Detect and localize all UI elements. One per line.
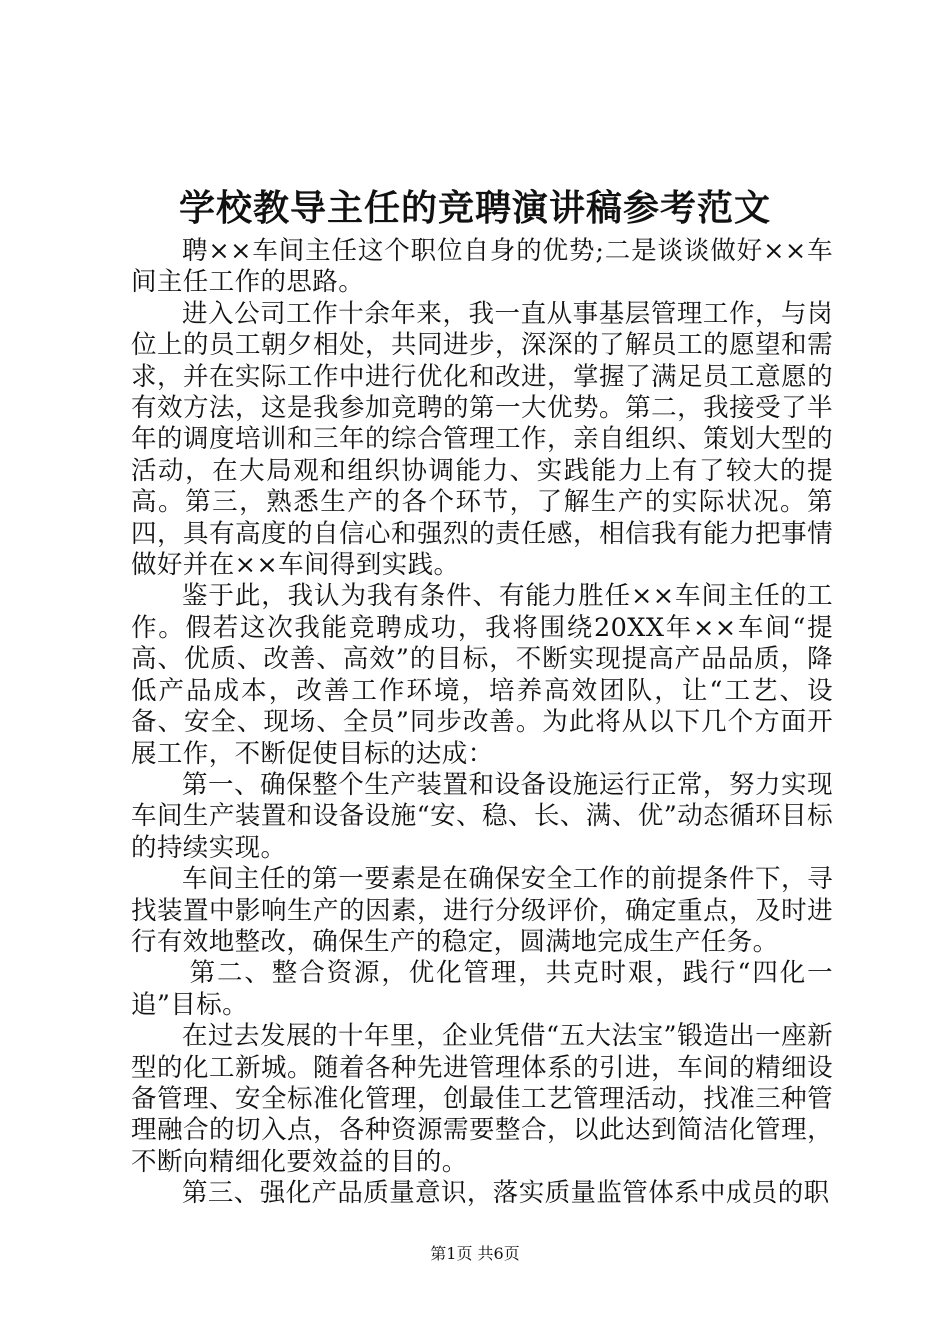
- paragraph: 车间主任的第一要素是在确保安全工作的前提条件下，寻找装置中影响生产的因素，进行分级评价，确定重点，及时进行有效地整改，确保生产的稳定，圆满地完成生产任务。: [131, 864, 833, 957]
- paragraph: 第三、强化产品质量意识，落实质量监管体系中成员的职: [182, 1178, 830, 1209]
- paragraph: 进入公司工作十余年来，我一直从事基层管理工作，与岗位上的员工朝夕相处，共同进步，深深的了解员工的愿望和需求，并在实际工作中进行优化和改进，掌握了满足员工意愿的有效方法，这是我参加竞聘的第一大优势。第二，我接受了半年的调度培训和三年的综合管理工作，亲自组织、策划大型的活动，在大局观和组织协调能力、实践能力上有了较大的提高。第三，熟悉生产的各个环节，了解生产的实际状况。第四，具有高度的自信心和强烈的责任感，相信我有能力把事情做好并在××车间得到实践。: [131, 298, 833, 581]
- paragraph: 鉴于此，我认为我有条件、有能力胜任××车间主任的工作。假若这次我能竞聘成功，我将围绕20XX年××车间“提高、优质、改善、高效”的目标，不断实现提高产品品质，降低产品成本，改善工作环境，培养高效团队，让“工艺、设备、安全、现场、全员”同步改善。为此将从以下几个方面开展工作，不断促使目标的达成：: [131, 581, 833, 769]
- page-footer: 第1页 共6页: [430, 1244, 520, 1263]
- paragraph: 聘××车间主任这个职位自身的优势;二是谈谈做好××车间主任工作的思路。: [131, 236, 833, 298]
- document-body: [131, 236, 833, 1210]
- paragraph: 在过去发展的十年里，企业凭借“五大法宝”锻造出一座新型的化工新城。随着各种先进管理体系的引进，车间的精细设备管理、安全标准化管理，创最佳工艺管理活动，找准三种管理融合的切入点，各种资源需要整合，以此达到简洁化管理，不断向精细化要效益的目的。: [131, 1021, 833, 1177]
- paragraph: 第一、确保整个生产装置和设备设施运行正常，努力实现车间生产装置和设备设施“安、稳、长、满、优”动态循环目标的持续实现。: [131, 769, 833, 863]
- paragraph: 第二、整合资源，优化管理，共克时艰，践行“四化一追”目标。: [131, 958, 833, 1020]
- document-title: 学校教导主任的竞聘演讲稿参考范文: [178, 187, 771, 229]
